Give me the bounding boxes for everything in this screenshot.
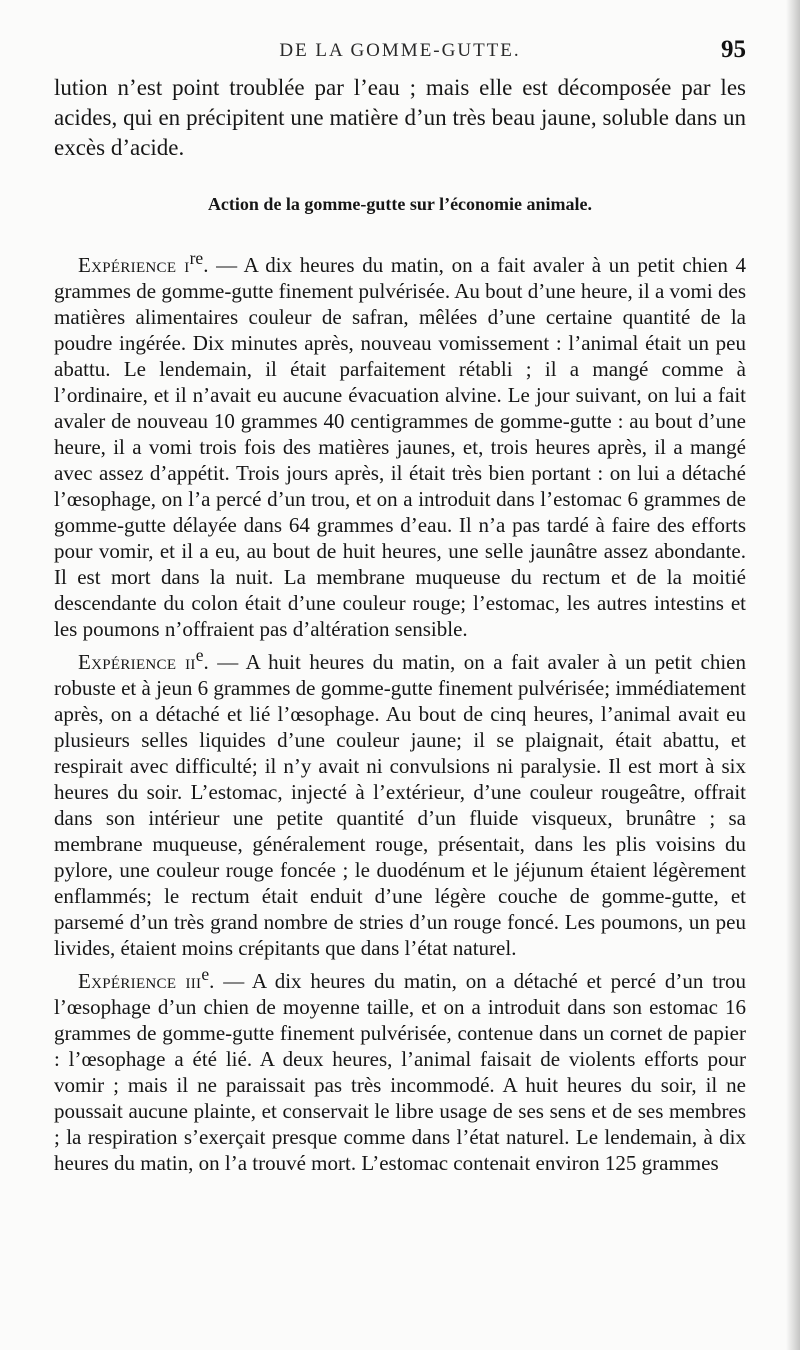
experiment-dash: . — xyxy=(203,253,244,277)
experiment-dash: . — xyxy=(209,969,252,993)
body-text xyxy=(54,68,746,1176)
running-title: DE LA GOMME-GUTTE. xyxy=(279,40,521,61)
experiment-paragraph-3 xyxy=(54,961,746,1176)
experiment-ordinal: e xyxy=(195,645,204,665)
lead-paragraph: lution n’est point troublée par l’eau ; mais elle est décomposée par les acides, qui en précipitent une matière d’un très beau jaune, soluble dans un excès d’acide. xyxy=(54,75,746,160)
experiment-paragraph-1 xyxy=(54,245,746,642)
experiment-ordinal: re xyxy=(189,248,204,268)
experiment-dash: . — xyxy=(203,650,246,674)
experiment-label: Expérience i xyxy=(78,253,190,277)
experiment-text: A dix heures du matin, on a détaché et percé d’un trou l’œsophage d’un chien de moyenne taille, et on a introduit dans son estomac 16 grammes de gomme-gutte finement pulvérisée, contenue dans un cornet de papier : l’œsophage a été lié. A deux heures, l’animal faisait de violents efforts pour vomir ; mais il ne paraissait pas très incommodé. A huit heures du soir, il ne poussait aucune plainte, et conservait le libre usage de ses sens et de ses membres ; la respiration s’exerçait presque comme dans l’état naturel. Le lendemain, à dix heures du matin, on l’a trouvé mort. L’estomac contenait environ 125 grammes xyxy=(54,969,747,1175)
page-header xyxy=(54,36,746,68)
page-number: 95 xyxy=(721,36,746,63)
experiment-ordinal: e xyxy=(201,964,210,984)
experiment-label: Expérience ii xyxy=(78,650,196,674)
experiment-text: A dix heures du matin, on a fait avaler à un petit chien 4 grammes de gomme-gutte finement pulvérisée. Au bout d’une heure, il a vomi des matières alimentaires couleur de safran, mêlées d’une certaine quantité de la poudre ingérée. Dix minutes après, nouveau vomissement : l’animal était un peu abattu. Le lendemain, il était parfaitement rétabli ; il a mangé comme à l’ordinaire, et il n’avait eu aucune évacuation alvine. Le jour suivant, on lui a fait avaler de nouveau 10 grammes 40 centigrammes de gomme-gutte : au bout d’une heure, il a vomi trois fois des matières jaunes, et, trois heures après, il a mangé avec assez d’appétit. Trois jours après, il était très bien portant : on lui a détaché l’œsophage, on l’a percé d’un trou, et on a introduit dans l’estomac 6 grammes de gomme-gutte délayée dans 64 grammes d’eau. Il n’a pas tardé à faire des efforts pour vomir, et il a eu, au bout de huit heures, une selle jaunâtre assez abondante. Il est mort dans la nuit. La membrane muqueuse du rectum et de la moitié descendante du colon était d’une couleur rouge; l’estomac, les autres intestins et les poumons n’offraient pas d’altération sensible. xyxy=(54,253,746,641)
experiment-text: A huit heures du matin, on a fait avaler à un petit chien robuste et à jeun 6 grammes de gomme-gutte finement pulvérisée; immédiatement après, on a détaché et lié l’œsophage. Au bout de cinq heures, l’animal avait eu plusieurs selles liquides d’une couleur jaune; il se plaignait, était abattu, et respirait avec difficulté; il n’y avait ni convulsions ni paralysie. Il est mort à six heures du soir. L’estomac, injecté à l’extérieur, d’une couleur rougeâtre, offrait dans son intérieur une petite quantité d’un fluide visqueux, brunâtre ; sa membrane muqueuse, généralement rouge, présentait, dans les plis voisins du pylore, une couleur rouge foncée ; le duodénum et le jéjunum étaient légèrement enflammés; le rectum était enduit d’une légère couche de gomme-gutte, et parsemé d’un très grand nombre de stries d’un rouge foncé. Les poumons, un peu livides, étaient moins crépitants que dans l’état naturel. xyxy=(54,650,746,960)
section-heading: Action de la gomme-gutte sur l’économie animale. xyxy=(207,194,593,214)
experiment-paragraph-2 xyxy=(54,642,746,961)
experiment-label: Expérience iii xyxy=(78,969,202,993)
